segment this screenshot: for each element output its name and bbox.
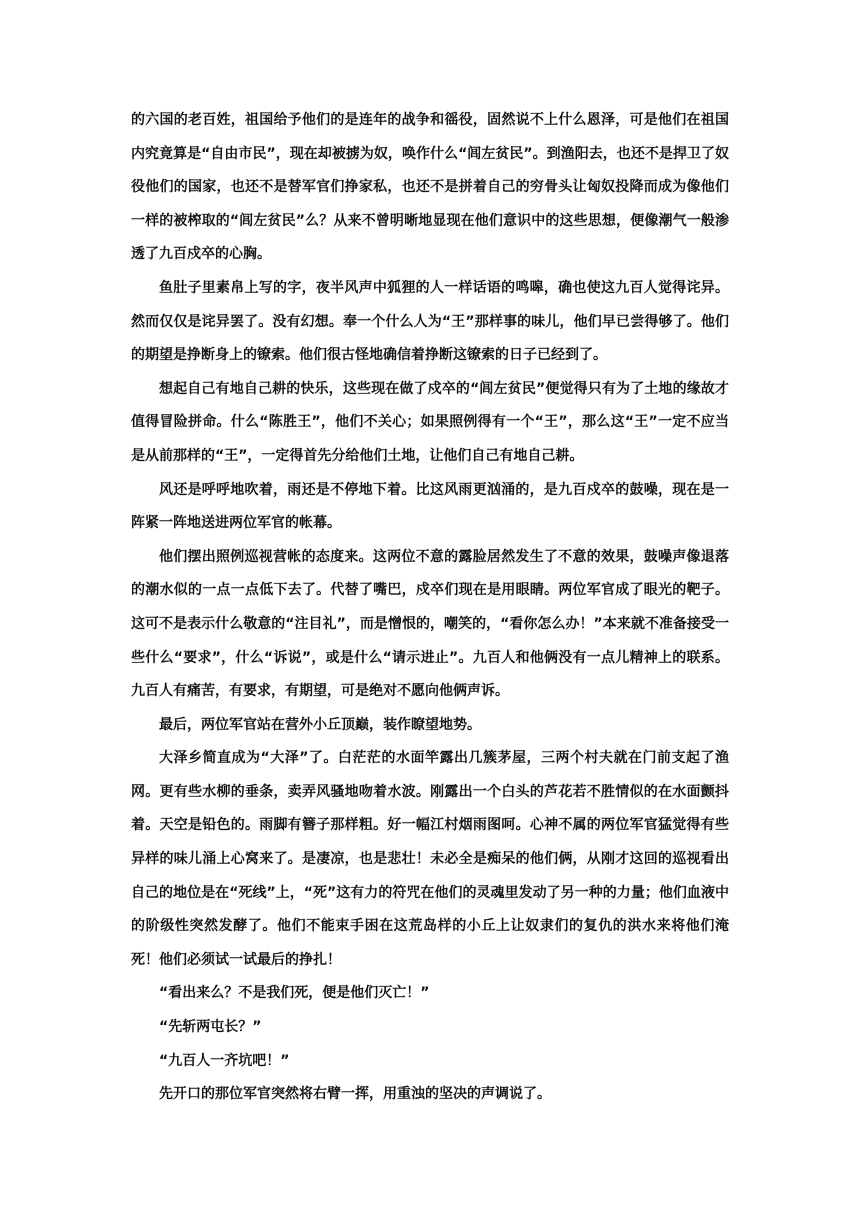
paragraph: 他们摆出照例巡视营帐的态度来。这两位不意的露脸居然发生了不意的效果，鼓噪声像退落的潮水似的一点一点低下去了。代替了嘴巴，戍卒们现在是用眼睛。两位军官成了眼光的靶子。这可不是表示什么敬意的“注目礼”，而是憎恨的，嘲笑的，“看你怎么办！”本来就不准备接受一些什么“要求”，什么“诉说”，或是什么“请示进止”。九百人和他俩没有一点儿精神上的联系。九百人有痛苦，有要求，有期望，可是绝对不愿向他俩声诉。 bbox=[131, 548, 729, 700]
paragraph: 鱼肚子里素帛上写的字，夜半风声中狐狸的人一样话语的鸣嗥，确也使这九百人觉得诧异。然而仅仅是诧异罢了。没有幻想。奉一个什么人为“王”那样事的味儿，他们早已尝得够了。他们的期望是挣断身上的镣索。他们很古怪地确信着挣断这镣索的日子已经到了。 bbox=[131, 279, 729, 364]
dialogue-line: “看出来么？不是我们死，便是他们灭亡！” bbox=[159, 985, 430, 1002]
dialogue-line: “九百人一齐坑吧！” bbox=[159, 1052, 290, 1069]
paragraph: 风还是呼呼地吹着，雨还是不停地下着。比这风雨更汹涌的，是九百戍卒的鼓噪，现在是一阵紧一阵地送进两位军官的帐幕。 bbox=[131, 481, 729, 532]
dialogue-line: “先斩两屯长？” bbox=[159, 1019, 262, 1036]
paragraph: 先开口的那位军官突然将右臂一挥，用重浊的坚决的声调说了。 bbox=[159, 1086, 551, 1103]
paragraph: 最后，两位军官站在营外小丘顶巅，装作瞭望地势。 bbox=[159, 716, 481, 733]
paragraph: 大泽乡简直成为“大泽”了。白茫茫的水面竿露出几簇茅屋，三两个村夫就在门前支起了渔网。更有些水柳的垂条，卖弄风骚地吻着水波。刚露出一个白头的芦花若不胜情似的在水面颤抖着。天空是铅色的。雨脚有簪子那样粗。好一幅江村烟雨图呵。心神不属的两位军官猛觉得有些异样的味儿涌上心窝来了。是凄凉，也是悲壮！未必全是痴呆的他们俩，从刚才这回的巡视看出自己的地位是在“死线”上，“死”这有力的符咒在他们的灵魂里发动了另一种的力量；他们血液中的阶级性突然发酵了。他们不能束手困在这荒岛样的小丘上让奴隶们的复仇的洪水来将他们淹死！他们必须试一试最后的挣扎！ bbox=[131, 750, 729, 968]
article-body bbox=[131, 104, 729, 1112]
paragraph-continued: 的六国的老百姓，祖国给予他们的是连年的战争和徭役，固然说不上什么恩泽，可是他们在祖国内究竟算是“自由市民”，现在却被掳为奴，唤作什么“闾左贫民”。到渔阳去，也还不是捍卫了奴役他们的国家，也还不是替军官们挣家私，也还不是拼着自己的穷骨头让匈奴投降而成为像他们一样的被榨取的“闾左贫民”么？从来不曾明晰地显现在他们意识中的这些思想，便像潮气一般渗透了九百戍卒的心胸。 bbox=[131, 112, 729, 263]
paragraph: 想起自己有地自己耕的快乐，这些现在做了戍卒的“闾左贫民”便觉得只有为了土地的缘故才值得冒险拼命。什么“陈胜王”，他们不关心；如果照例得有一个“王”，那么这“王”一定不应当是从前那样的“王”，一定得首先分给他们土地，让他们自己有地自己耕。 bbox=[131, 380, 729, 464]
